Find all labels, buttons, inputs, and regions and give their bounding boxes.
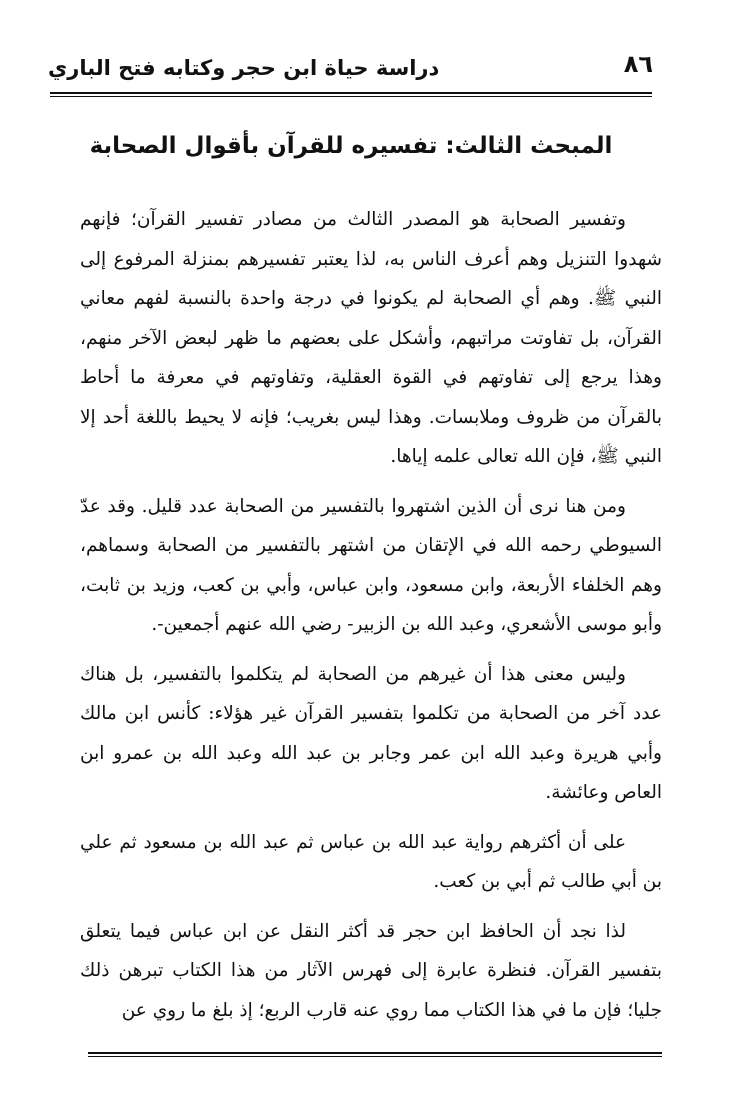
paragraph: ومن هنا نرى أن الذين اشتهروا بالتفسير من الصحابة عدد قليل. وقد عدّ السيوطي رحمه الله في الإتقان من اشتهر بالتفسير من الصحابة وسماهم، وهم الخلفاء الأربعة، وابن مسعود، وابن عباس، وأبي بن كعب، وزيد بن ثابت، وأبو موسى الأشعري، وعبد الله بن الزبير- رضي الله عنهم أجمعين-. — [80, 495, 662, 635]
paragraph: لذا نجد أن الحافظ ابن حجر قد أكثر النقل عن ابن عباس فيما يتعلق بتفسير القرآن. فنظرة عابرة إلى فهرس الآثار من هذا الكتاب تبرهن ذلك جليا؛ فإن ما في هذا الكتاب مما روي عنه قارب الربع؛ إذ بلغ ما روي عن — [80, 920, 662, 1021]
running-title: دراسة حياة ابن حجر وكتابه فتح الباري — [48, 56, 440, 80]
footer-divider — [88, 1052, 662, 1054]
header-divider-thin — [50, 96, 652, 97]
footer-divider-thin — [88, 1056, 662, 1057]
body-text — [80, 200, 662, 1040]
paragraph: على أن أكثرهم رواية عبد الله بن عباس ثم عبد الله بن مسعود ثم علي بن أبي طالب ثم أبي بن كعب. — [80, 831, 662, 892]
page-header — [48, 44, 653, 88]
section-heading: المبحث الثالث: تفسيره للقرآن بأقوال الصحابة — [89, 133, 613, 159]
page-number: ٨٦ — [623, 50, 653, 78]
paragraph: وتفسير الصحابة هو المصدر الثالث من مصادر تفسير القرآن؛ فإنهم شهدوا التنزيل وهم أعرف الناس به، لذا يعتبر تفسيرهم بمنزلة المرفوع إلى النبي ﷺ. وهم أي الصحابة لم يكونوا في درجة واحدة بالنسبة لفهم معاني القرآن، بل تفاوتت مراتبهم، وأشكل على بعضهم ما ظهر لبعض الآخر منهم، وهذا يرجع إلى تفاوتهم في القوة العقلية، وتفاوتهم في معرفة ما أحاط بالقرآن من ظروف وملابسات. وهذا ليس بغريب؛ فإنه لا يحيط باللغة أحد إلا النبي ﷺ، فإن الله تعالى علمه إياها. — [80, 209, 662, 467]
header-divider — [50, 92, 652, 94]
paragraph: وليس معنى هذا أن غيرهم من الصحابة لم يتكلموا بالتفسير، بل هناك عدد آخر من الصحابة من تكلموا بتفسير القرآن غير هؤلاء: كأنس ابن مالك وأبي هريرة وعبد الله ابن عمر وجابر بن عبد الله وعبد الله بن عمرو ابن العاص وعائشة. — [80, 663, 662, 803]
